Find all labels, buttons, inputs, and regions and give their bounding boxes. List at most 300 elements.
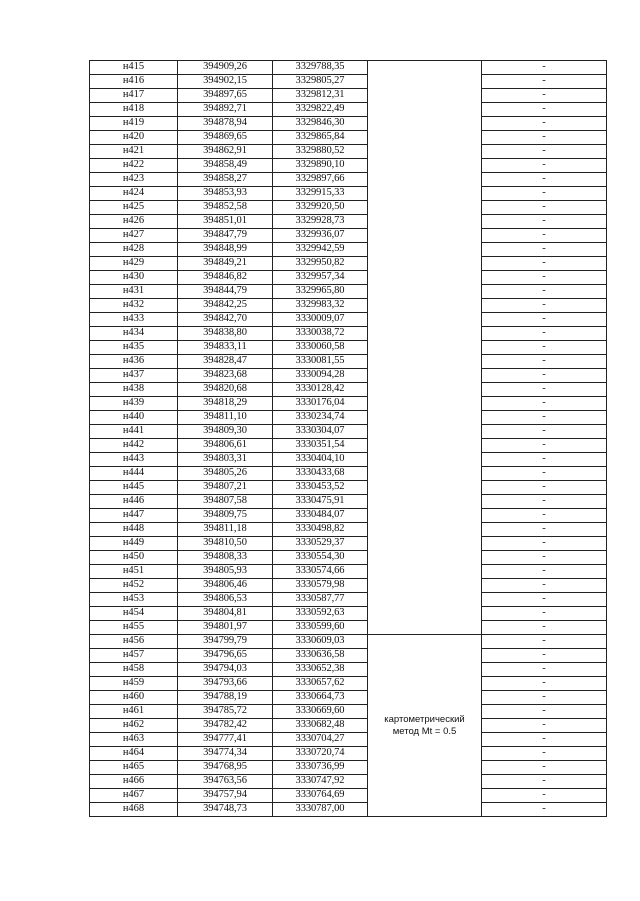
point-id-cell: н434 [90,327,178,341]
table-row [90,159,607,173]
coord-y-cell: 3330081,55 [273,355,368,369]
table-row [90,649,607,663]
description-cell: - [482,369,607,383]
point-id-cell: н463 [90,733,178,747]
coord-x-cell: 394858,49 [178,159,273,173]
table-row [90,327,607,341]
method-cell-empty [368,397,482,411]
method-cell-empty [368,75,482,89]
coord-x-cell: 394838,80 [178,327,273,341]
coord-x-cell: 394828,47 [178,355,273,369]
point-id-cell: н437 [90,369,178,383]
method-cell-empty [368,565,482,579]
table-row [90,117,607,131]
table-row [90,131,607,145]
table-row [90,481,607,495]
description-cell: - [482,425,607,439]
coord-x-cell: 394892,71 [178,103,273,117]
coord-y-cell: 3330657,62 [273,677,368,691]
method-cell-empty [368,173,482,187]
method-cell-empty [368,369,482,383]
description-cell: - [482,145,607,159]
coord-y-cell: 3329897,66 [273,173,368,187]
table-row [90,75,607,89]
description-cell: - [482,481,607,495]
table-row [90,383,607,397]
coord-x-cell: 394809,30 [178,425,273,439]
description-cell: - [482,117,607,131]
coord-x-cell: 394833,11 [178,341,273,355]
coord-x-cell: 394763,56 [178,775,273,789]
coord-y-cell: 3330404,10 [273,453,368,467]
method-cell-empty [368,355,482,369]
coord-x-cell: 394811,10 [178,411,273,425]
description-cell: - [482,397,607,411]
coord-y-cell: 3329805,27 [273,75,368,89]
description-cell: - [482,551,607,565]
method-cell-empty [368,453,482,467]
coord-y-cell: 3329950,82 [273,257,368,271]
method-cell-empty [368,285,482,299]
method-cell-empty [368,537,482,551]
description-cell: - [482,313,607,327]
description-cell: - [482,215,607,229]
description-cell: - [482,705,607,719]
point-id-cell: н425 [90,201,178,215]
point-id-cell: н440 [90,411,178,425]
coord-x-cell: 394897,65 [178,89,273,103]
coord-x-cell: 394878,94 [178,117,273,131]
table-row [90,677,607,691]
method-cell-empty [368,257,482,271]
description-cell: - [482,229,607,243]
table-row [90,621,607,635]
coord-x-cell: 394848,99 [178,243,273,257]
description-cell: - [482,285,607,299]
point-id-cell: н458 [90,663,178,677]
coord-x-cell: 394794,03 [178,663,273,677]
point-id-cell: н421 [90,145,178,159]
coord-y-cell: 3330787,00 [273,803,368,817]
point-id-cell: н447 [90,509,178,523]
table-row [90,565,607,579]
point-id-cell: н452 [90,579,178,593]
method-cell [368,635,482,817]
coord-x-cell: 394803,31 [178,453,273,467]
method-cell-empty [368,383,482,397]
table-row [90,369,607,383]
description-cell: - [482,537,607,551]
point-id-cell: н428 [90,243,178,257]
coord-y-cell: 3330128,42 [273,383,368,397]
coord-y-cell: 3330009,07 [273,313,368,327]
coord-y-cell: 3329983,32 [273,299,368,313]
coord-x-cell: 394902,15 [178,75,273,89]
coordinates-table [89,60,607,817]
coord-x-cell: 394862,91 [178,145,273,159]
point-id-cell: н446 [90,495,178,509]
description-cell: - [482,607,607,621]
table-row [90,285,607,299]
coord-x-cell: 394823,68 [178,369,273,383]
point-id-cell: н457 [90,649,178,663]
coord-y-cell: 3330574,66 [273,565,368,579]
description-cell: - [482,509,607,523]
coord-y-cell: 3330529,37 [273,537,368,551]
coord-x-cell: 394818,29 [178,397,273,411]
method-cell-empty [368,243,482,257]
table-row [90,411,607,425]
method-cell-empty [368,411,482,425]
table-row [90,607,607,621]
coord-y-cell: 3330060,58 [273,341,368,355]
coordinates-table-body [90,61,607,817]
coord-x-cell: 394842,25 [178,299,273,313]
point-id-cell: н415 [90,61,178,75]
coord-y-cell: 3330433,68 [273,467,368,481]
coord-x-cell: 394806,46 [178,579,273,593]
point-id-cell: н449 [90,537,178,551]
method-cell-empty [368,607,482,621]
table-row [90,271,607,285]
method-cell-empty [368,327,482,341]
method-cell-empty [368,271,482,285]
coord-y-cell: 3329957,34 [273,271,368,285]
coord-y-cell: 3330587,77 [273,593,368,607]
coord-x-cell: 394796,65 [178,649,273,663]
coord-x-cell: 394844,79 [178,285,273,299]
description-cell: - [482,383,607,397]
coord-y-cell: 3330579,98 [273,579,368,593]
point-id-cell: н451 [90,565,178,579]
coord-y-cell: 3330682,48 [273,719,368,733]
point-id-cell: н443 [90,453,178,467]
coord-x-cell: 394805,26 [178,467,273,481]
method-text [368,714,481,738]
method-cell-empty [368,145,482,159]
description-cell: - [482,621,607,635]
description-cell: - [482,635,607,649]
description-cell: - [482,775,607,789]
description-cell: - [482,299,607,313]
coord-x-cell: 394847,79 [178,229,273,243]
table-row [90,551,607,565]
coord-x-cell: 394807,21 [178,481,273,495]
description-cell: - [482,747,607,761]
method-cell-empty [368,621,482,635]
table-row [90,719,607,733]
description-cell: - [482,411,607,425]
table-row [90,355,607,369]
method-cell-empty [368,187,482,201]
table-row [90,537,607,551]
table-row [90,495,607,509]
description-cell: - [482,439,607,453]
coord-x-cell: 394810,50 [178,537,273,551]
coord-y-cell: 3329822,49 [273,103,368,117]
coord-x-cell: 394853,93 [178,187,273,201]
description-cell: - [482,719,607,733]
description-cell: - [482,173,607,187]
table-row [90,593,607,607]
description-cell: - [482,663,607,677]
point-id-cell: н453 [90,593,178,607]
coord-x-cell: 394793,66 [178,677,273,691]
method-line-1: картометрический [384,713,465,725]
coord-x-cell: 394811,18 [178,523,273,537]
coord-x-cell: 394820,68 [178,383,273,397]
table-row [90,61,607,75]
table-row [90,747,607,761]
point-id-cell: н462 [90,719,178,733]
point-id-cell: н424 [90,187,178,201]
table-row [90,579,607,593]
coord-x-cell: 394801,97 [178,621,273,635]
method-cell-empty [368,215,482,229]
table-row [90,509,607,523]
coord-x-cell: 394807,58 [178,495,273,509]
table-row [90,145,607,159]
method-cell-empty [368,481,482,495]
coord-x-cell: 394809,75 [178,509,273,523]
description-cell: - [482,187,607,201]
method-cell-empty [368,341,482,355]
method-cell-empty [368,299,482,313]
point-id-cell: н448 [90,523,178,537]
description-cell: - [482,467,607,481]
coord-x-cell: 394806,53 [178,593,273,607]
table-row [90,691,607,705]
table-row [90,663,607,677]
point-id-cell: н467 [90,789,178,803]
table-row [90,215,607,229]
coord-x-cell: 394842,70 [178,313,273,327]
table-row [90,201,607,215]
coord-x-cell: 394846,82 [178,271,273,285]
description-cell: - [482,103,607,117]
method-cell-empty [368,61,482,75]
coord-y-cell: 3330652,38 [273,663,368,677]
table-row [90,89,607,103]
table-row [90,103,607,117]
point-id-cell: н454 [90,607,178,621]
coord-y-cell: 3330669,60 [273,705,368,719]
description-cell: - [482,691,607,705]
description-cell: - [482,523,607,537]
description-cell: - [482,803,607,817]
table-row [90,439,607,453]
point-id-cell: н465 [90,761,178,775]
coord-x-cell: 394777,41 [178,733,273,747]
description-cell: - [482,453,607,467]
description-cell: - [482,733,607,747]
point-id-cell: н460 [90,691,178,705]
table-row [90,789,607,803]
point-id-cell: н435 [90,341,178,355]
coord-x-cell: 394806,61 [178,439,273,453]
description-cell: - [482,593,607,607]
point-id-cell: н430 [90,271,178,285]
description-cell: - [482,89,607,103]
coord-y-cell: 3330351,54 [273,439,368,453]
method-cell-empty [368,523,482,537]
method-cell-empty [368,201,482,215]
description-cell: - [482,201,607,215]
coord-y-cell: 3329865,84 [273,131,368,145]
coord-y-cell: 3330736,99 [273,761,368,775]
coord-y-cell: 3329920,50 [273,201,368,215]
table-row [90,299,607,313]
description-cell: - [482,243,607,257]
coord-x-cell: 394869,65 [178,131,273,145]
description-cell: - [482,355,607,369]
method-cell-empty [368,117,482,131]
description-cell: - [482,565,607,579]
method-cell-empty [368,159,482,173]
coord-y-cell: 3330609,03 [273,635,368,649]
coord-y-cell: 3329812,31 [273,89,368,103]
table-row [90,523,607,537]
coord-x-cell: 394852,58 [178,201,273,215]
point-id-cell: н429 [90,257,178,271]
point-id-cell: н444 [90,467,178,481]
coord-y-cell: 3330720,74 [273,747,368,761]
point-id-cell: н455 [90,621,178,635]
point-id-cell: н432 [90,299,178,313]
coord-y-cell: 3330094,28 [273,369,368,383]
coord-y-cell: 3330664,73 [273,691,368,705]
method-line-2: метод Mt = 0.5 [392,725,457,737]
method-cell-empty [368,509,482,523]
coord-y-cell: 3329936,07 [273,229,368,243]
point-id-cell: н441 [90,425,178,439]
coord-x-cell: 394788,19 [178,691,273,705]
point-id-cell: н422 [90,159,178,173]
coord-y-cell: 3330636,58 [273,649,368,663]
table-row [90,425,607,439]
table-row [90,229,607,243]
table-row [90,775,607,789]
coord-y-cell: 3330453,52 [273,481,368,495]
method-cell-empty [368,229,482,243]
coord-x-cell: 394858,27 [178,173,273,187]
description-cell: - [482,495,607,509]
table-row [90,313,607,327]
coord-x-cell: 394804,81 [178,607,273,621]
coord-x-cell: 394782,42 [178,719,273,733]
point-id-cell: н416 [90,75,178,89]
coord-x-cell: 394799,79 [178,635,273,649]
coord-x-cell: 394805,93 [178,565,273,579]
method-cell-empty [368,89,482,103]
description-cell: - [482,789,607,803]
point-id-cell: н464 [90,747,178,761]
coord-y-cell: 3329880,52 [273,145,368,159]
coord-x-cell: 394757,94 [178,789,273,803]
point-id-cell: н433 [90,313,178,327]
table-row [90,635,607,649]
description-cell: - [482,677,607,691]
point-id-cell: н418 [90,103,178,117]
coord-x-cell: 394774,34 [178,747,273,761]
point-id-cell: н423 [90,173,178,187]
point-id-cell: н442 [90,439,178,453]
point-id-cell: н427 [90,229,178,243]
method-cell-empty [368,313,482,327]
method-cell-empty [368,593,482,607]
table-row [90,341,607,355]
coord-y-cell: 3330592,63 [273,607,368,621]
description-cell: - [482,159,607,173]
coord-y-cell: 3329890,10 [273,159,368,173]
point-id-cell: н445 [90,481,178,495]
coord-y-cell: 3329965,80 [273,285,368,299]
table-row [90,467,607,481]
description-cell: - [482,131,607,145]
description-cell: - [482,327,607,341]
method-cell-empty [368,425,482,439]
coord-y-cell: 3330038,72 [273,327,368,341]
table-row [90,453,607,467]
coord-x-cell: 394808,33 [178,551,273,565]
method-cell-empty [368,131,482,145]
coord-x-cell: 394849,21 [178,257,273,271]
point-id-cell: н461 [90,705,178,719]
table-row [90,705,607,719]
method-cell-empty [368,495,482,509]
method-cell-empty [368,467,482,481]
table-row [90,761,607,775]
coord-y-cell: 3329928,73 [273,215,368,229]
coord-y-cell: 3330747,92 [273,775,368,789]
coord-x-cell: 394909,26 [178,61,273,75]
point-id-cell: н420 [90,131,178,145]
point-id-cell: н436 [90,355,178,369]
coord-y-cell: 3330176,04 [273,397,368,411]
coord-y-cell: 3330234,74 [273,411,368,425]
description-cell: - [482,761,607,775]
point-id-cell: н450 [90,551,178,565]
coord-y-cell: 3329846,30 [273,117,368,131]
coord-y-cell: 3330484,07 [273,509,368,523]
method-cell-empty [368,579,482,593]
coord-x-cell: 394851,01 [178,215,273,229]
method-cell-empty [368,103,482,117]
point-id-cell: н419 [90,117,178,131]
table-row [90,243,607,257]
description-cell: - [482,61,607,75]
point-id-cell: н438 [90,383,178,397]
description-cell: - [482,271,607,285]
coord-y-cell: 3330704,27 [273,733,368,747]
coord-x-cell: 394768,95 [178,761,273,775]
coord-x-cell: 394785,72 [178,705,273,719]
point-id-cell: н426 [90,215,178,229]
coord-x-cell: 394748,73 [178,803,273,817]
coord-y-cell: 3330554,30 [273,551,368,565]
point-id-cell: н466 [90,775,178,789]
table-row [90,803,607,817]
method-cell-empty [368,439,482,453]
coord-y-cell: 3329915,33 [273,187,368,201]
description-cell: - [482,649,607,663]
description-cell: - [482,75,607,89]
point-id-cell: н431 [90,285,178,299]
description-cell: - [482,579,607,593]
coord-y-cell: 3330599,60 [273,621,368,635]
coord-y-cell: 3330764,69 [273,789,368,803]
point-id-cell: н468 [90,803,178,817]
